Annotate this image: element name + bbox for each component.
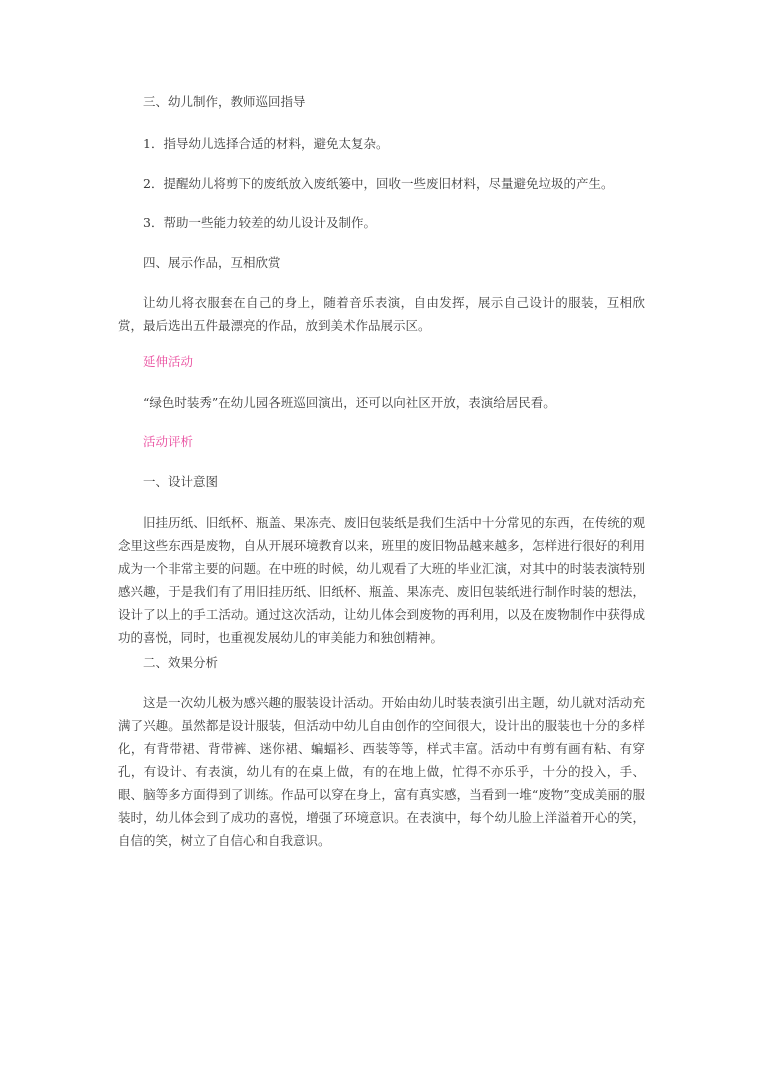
effect-analysis-heading: 二、效果分析 <box>143 655 219 670</box>
activity-review-heading: 活动评析 <box>143 434 194 449</box>
design-intent-paragraph: 旧挂历纸、旧纸杯、瓶盖、果冻壳、废旧包装纸是我们生活中十分常见的东西，在传统的观念里这些东西是废物，自从开展环境教育以来，班里的废旧物品越来越多，怎样进行很好的利用成为一个非常主要的问题。在中班的时候，幼儿观看了大班的毕业汇演，对其中的时装表演特别感兴趣，于是我们有了用旧挂历纸、旧纸杯、瓶盖、果冻壳、废旧包装纸进行制作时装的想法，设计了以上的手工活动。通过这次活动，让幼儿体会到废物的再利用，以及在废物制作中获得成功的喜悦，同时，也重视发展幼儿的审美能力和独创精神。 <box>118 515 645 645</box>
guidance-item-1: 1．指导幼儿选择合适的材料，避免太复杂。 <box>143 136 389 151</box>
design-intent-heading: 一、设计意图 <box>143 474 219 489</box>
guidance-item-3: 3．帮助一些能力较差的幼儿设计及制作。 <box>143 215 376 230</box>
section4-heading: 四、展示作品，互相欣赏 <box>143 255 281 270</box>
extension-activity-heading: 延伸活动 <box>143 354 194 369</box>
section4-paragraph: 让幼儿将衣服套在自己的身上，随着音乐表演，自由发挥，展示自己设计的服装，互相欣赏，最后选出五件最漂亮的作品，放到美术作品展示区。 <box>118 295 645 333</box>
guidance-item-2: 2．提醒幼儿将剪下的废纸放入废纸篓中，回收一些废旧材料，尽量避免垃圾的产生。 <box>143 176 614 191</box>
section3-heading: 三、幼儿制作，教师巡回指导 <box>143 94 306 109</box>
effect-analysis-paragraph: 这是一次幼儿极为感兴趣的服装设计活动。开始由幼儿时装表演引出主题，幼儿就对活动充满了兴趣。虽然都是设计服装，但活动中幼儿自由创作的空间很大，设计出的服装也十分的多样化，有背带裙、背带裤、迷你裙、蝙蝠衫、西装等等，样式丰富。活动中有剪有画有粘、有穿孔，有设计、有表演，幼儿有的在桌上做，有的在地上做，忙得不亦乐乎，十分的投入，手、眼、脑等多方面得到了训练。作品可以穿在身上，富有真实感，当看到一堆“废物”变成美丽的服装时，幼儿体会到了成功的喜悦，增强了环境意识。在表演中，每个幼儿脸上洋溢着开心的笑，自信的笑，树立了自信心和自我意识。 <box>118 695 645 848</box>
extension-activity-paragraph: “绿色时装秀”在幼儿园各班巡回演出，还可以向社区开放，表演给居民看。 <box>143 395 556 410</box>
